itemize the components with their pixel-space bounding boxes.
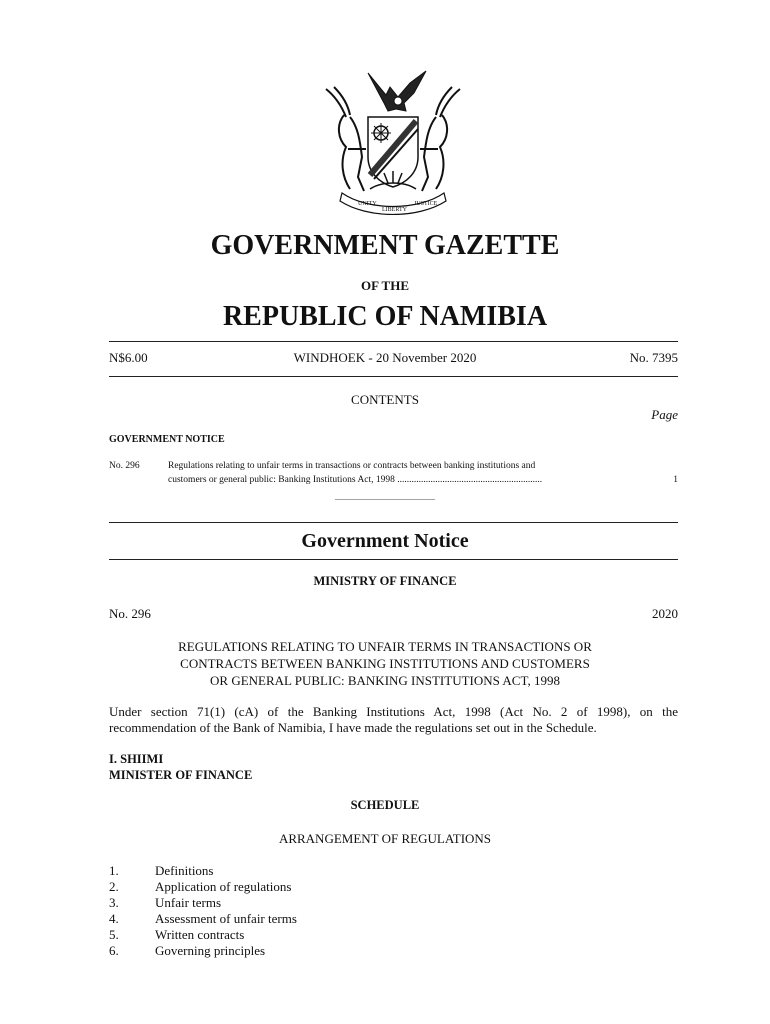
republic-title: REPUBLIC OF NAMIBIA bbox=[222, 301, 548, 332]
coat-of-arms-emblem bbox=[318, 65, 468, 215]
motto-unity: UNITY bbox=[358, 201, 377, 207]
list-item-number: 3. bbox=[109, 895, 119, 910]
government-notice-heading: Government Notice bbox=[301, 530, 469, 552]
list-item-title: Unfair terms bbox=[155, 895, 222, 910]
list-item-number: 1. bbox=[109, 863, 119, 878]
regulations-title-line-2: CONTRACTS BETWEEN BANKING INSTITUTIONS AND CUSTOMERS bbox=[180, 656, 590, 671]
list-item-number: 4. bbox=[109, 911, 119, 926]
list-item-title: Application of regulations bbox=[155, 879, 292, 894]
page-column-label: Page bbox=[651, 407, 678, 422]
divider bbox=[109, 559, 678, 560]
contents-heading: CONTENTS bbox=[351, 392, 419, 407]
gazette-title: GOVERNMENT GAZETTE bbox=[210, 230, 560, 261]
list-item-title: Assessment of unfair terms bbox=[155, 911, 297, 926]
left-oryx-icon bbox=[326, 87, 366, 191]
contents-entry-page: 1 bbox=[673, 475, 678, 485]
list-item-number: 6. bbox=[109, 943, 119, 958]
list-item-number: 2. bbox=[109, 879, 119, 894]
issue-number: No. 7395 bbox=[629, 350, 678, 365]
price: N$6.00 bbox=[109, 350, 148, 365]
regulations-title-line-3: OR GENERAL PUBLIC: BANKING INSTITUTIONS ACT, 1998 bbox=[210, 673, 560, 688]
eagle-icon bbox=[368, 71, 426, 111]
right-oryx-icon bbox=[420, 87, 460, 191]
signatory-name: I. SHIIMI bbox=[109, 752, 164, 766]
of-the-label: OF THE bbox=[360, 278, 410, 293]
signatory-title: MINISTER OF FINANCE bbox=[109, 768, 253, 782]
list-item-title: Governing principles bbox=[155, 943, 266, 958]
regulations-title-line-1: REGULATIONS RELATING TO UNFAIR TERMS IN TRANSACTIONS OR bbox=[178, 639, 592, 654]
ministry-heading: MINISTRY OF FINANCE bbox=[313, 574, 457, 588]
schedule-heading: SCHEDULE bbox=[350, 798, 420, 812]
notice-year: 2020 bbox=[652, 606, 678, 621]
place-date: WINDHOEK - 20 November 2020 bbox=[293, 350, 477, 365]
contents-entry-line1: Regulations relating to unfair terms in transactions or contracts between banking institutions and bbox=[168, 461, 536, 471]
divider bbox=[109, 341, 678, 342]
divider bbox=[109, 522, 678, 523]
contents-entry-line2: customers or general public: Banking Institutions Act, 1998 ............................................................. bbox=[168, 475, 543, 485]
divider bbox=[109, 376, 678, 377]
body-paragraph-line-2: recommendation of the Bank of Namibia, I have made the regulations set out in the Schedule. bbox=[109, 720, 597, 735]
list-item-title: Definitions bbox=[155, 863, 214, 878]
body-paragraph-line-1: Under section 71(1) (cA) of the Banking Institutions Act, 1998 (Act No. 2 of 1998), on the bbox=[109, 704, 678, 719]
contents-separator: ____________________ bbox=[335, 490, 435, 501]
arrangement-heading: ARRANGEMENT OF REGULATIONS bbox=[278, 831, 492, 846]
motto-liberty: LIBERTY bbox=[382, 207, 407, 213]
list-item-title: Written contracts bbox=[155, 927, 245, 942]
motto-justice: JUSTICE bbox=[414, 201, 438, 207]
notice-number: No. 296 bbox=[109, 606, 151, 621]
list-item-number: 5. bbox=[109, 927, 119, 942]
contents-entry-number: No. 296 bbox=[109, 461, 140, 471]
contents-section-heading: GOVERNMENT NOTICE bbox=[109, 434, 225, 445]
